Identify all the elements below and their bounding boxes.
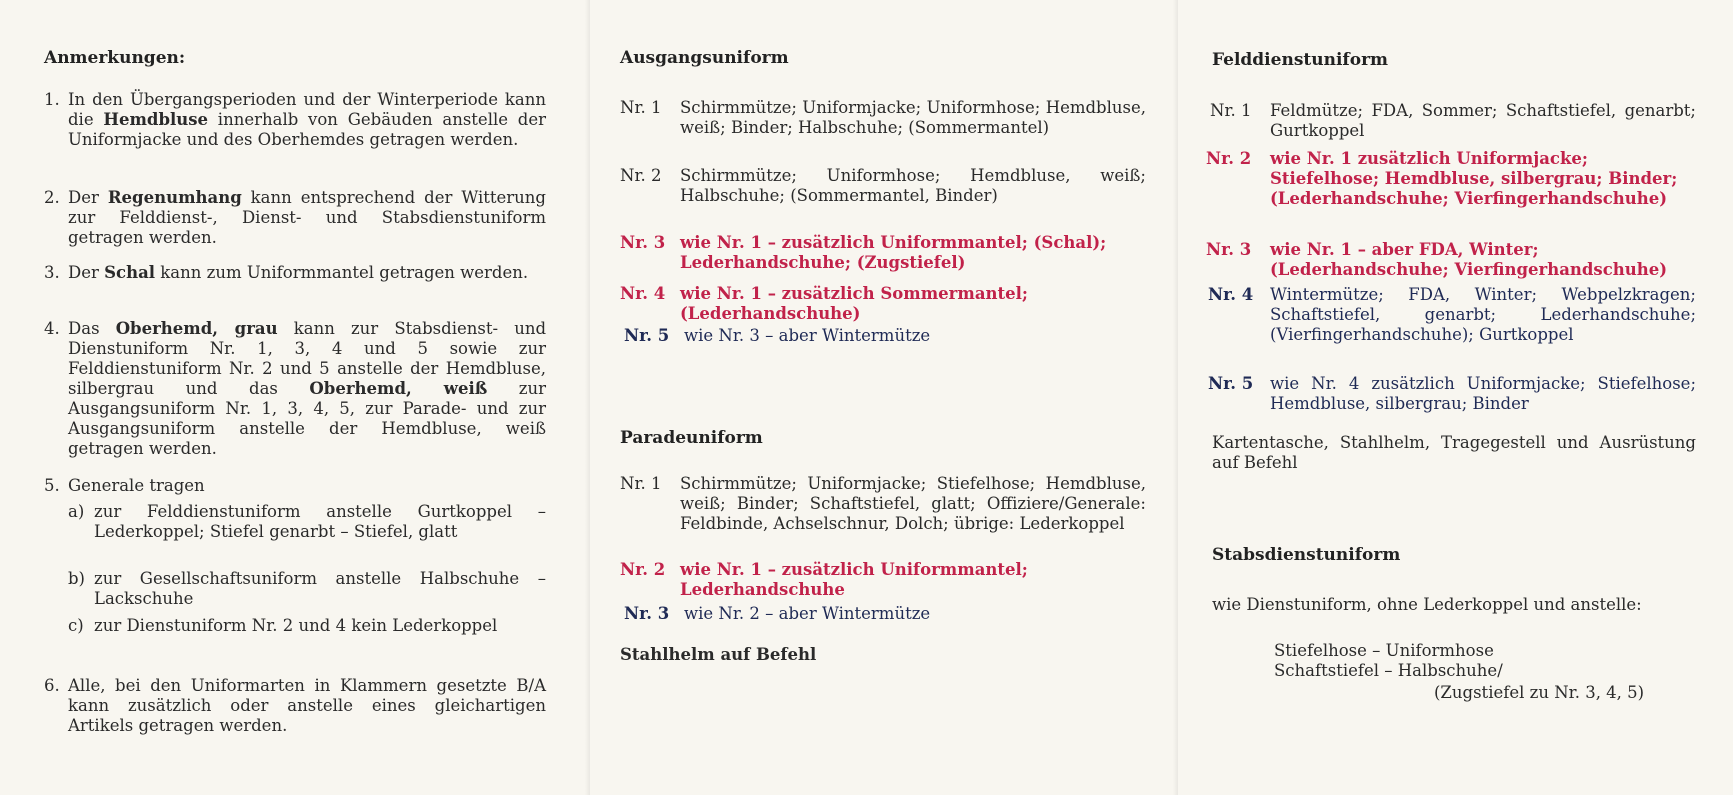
stabs-line-2: Schaftstiefel – Halbschuhe/ (1274, 661, 1503, 680)
sub-label: a) (68, 502, 85, 521)
row-label: Nr. 3 (624, 604, 670, 623)
row-label: Nr. 4 (1208, 285, 1254, 304)
row-text: wie Nr. 1 – zusätzlich Uniformmantel; (Schal); Lederhandschuhe; (Zugstiefel) (680, 233, 1107, 272)
ausgang-row-1 (620, 98, 1146, 158)
row-label: Nr. 3 (1206, 240, 1252, 259)
note-5c (68, 616, 546, 656)
ausgang-row-2 (620, 166, 1146, 226)
ausgang-row-4 (620, 284, 1146, 324)
feld-row-5 (1208, 374, 1696, 414)
row-label: Nr. 2 (1206, 149, 1252, 168)
note-4: Das Oberhemd, grau kann zur Stabsdienst- und Dienstuniform Nr. 1, 3, 4 und 5 sowie zur Felddienstuniform Nr. 2 und 5 anstelle der Hemdbluse, silbergrau und das Oberhemd, weiß zur Ausgangsuniform Nr. 1, 3, 4, 5, zur Parade- und zur Ausgangsuniform anstelle der Hemdbluse, weiß getragen werden. (68, 319, 547, 458)
row-text: Wintermütze; FDA, Winter; Webpelzkragen; Schaftstiefel, genarbt; Lederhandschuhe; (Vierfingerhandschuhe); Gurtkoppel (1270, 285, 1696, 344)
parade-row-3 (624, 604, 1146, 624)
stabs-intro: wie Dienstuniform, ohne Lederkoppel und anstelle: (1212, 595, 1642, 614)
note-6: Alle, bei den Uniformarten in Klammern gesetzte B/A kann zusätzlich oder anstelle eines gleichartigen Artikels getragen werden. (68, 676, 546, 735)
feld-stabs-panel (1178, 0, 1733, 795)
sub-text: zur Felddienstuniform anstelle Gurtkoppel – Lederkoppel; Stiefel genarbt – Stiefel, glatt (94, 502, 546, 541)
row-text: wie Nr. 1 – aber FDA, Winter; (Lederhandschuhe; Vierfingerhandschuhe) (1270, 240, 1668, 279)
parade-row-1 (620, 474, 1146, 554)
parade-heading: Paradeuniform (620, 428, 763, 448)
row-label: Nr. 3 (620, 233, 666, 252)
stabs-heading: Stabsdienstuniform (1212, 545, 1401, 565)
ausgang-row-3 (620, 233, 1146, 273)
row-label: Nr. 5 (1208, 374, 1254, 393)
note-number: 3. (44, 263, 60, 282)
note-number: 2. (44, 188, 60, 207)
note-number: 4. (44, 319, 60, 338)
row-text: wie Nr. 4 zusätzlich Uniformjacke; Stiefelhose; Hemdbluse, silbergrau; Binder (1270, 374, 1696, 413)
row-label: Nr. 1 (620, 474, 662, 493)
row-label: Nr. 2 (620, 560, 666, 579)
stabs-line-3: (Zugstiefel zu Nr. 3, 4, 5) (1434, 683, 1645, 702)
row-text: wie Nr. 1 zusätzlich Uniformjacke; Stiefelhose; Hemdbluse, silbergrau; Binder; (Lederhandschuhe; Vierfingerhandschuhe) (1270, 149, 1678, 208)
note-number: 1. (44, 90, 60, 109)
row-text: wie Nr. 1 – zusätzlich Sommermantel; (Lederhandschuhe) (680, 284, 1028, 323)
notes-heading: Anmerkungen: (44, 48, 186, 68)
note-number: 5. (44, 476, 60, 495)
row-label: Nr. 4 (620, 284, 666, 303)
row-text: Schirmmütze; Uniformjacke; Stiefelhose; Hemdbluse, weiß; Binder; Schaftstiefel, glatt; Offiziere/Generale: Feldbinde, Achselschnur, Dolch; übrige: Lederkoppel (680, 474, 1146, 533)
parade-row-2 (620, 560, 1146, 600)
parade-footer: Stahlhelm auf Befehl (620, 645, 817, 664)
row-text: Schirmmütze; Uniformhose; Hemdbluse, weiß; Halbschuhe; (Sommermantel, Binder) (680, 166, 1146, 205)
row-text: wie Nr. 2 – aber Wintermütze (684, 604, 931, 623)
feld-row-2 (1206, 149, 1696, 229)
ausgang-row-5 (624, 326, 1146, 346)
row-label: Nr. 5 (624, 326, 670, 345)
note-5a (68, 502, 546, 562)
feld-row-3 (1206, 240, 1696, 280)
stabs-line-1: Stiefelhose – Uniformhose (1274, 641, 1494, 660)
row-text: wie Nr. 3 – aber Wintermütze (684, 326, 931, 345)
note-number: 6. (44, 676, 60, 695)
feld-row-1 (1210, 101, 1696, 141)
row-text: Schirmmütze; Uniformjacke; Uniformhose; Hemdbluse, weiß; Binder; Halbschuhe; (Sommermantel) (680, 98, 1146, 137)
sub-label: b) (68, 569, 85, 588)
note-2: Der Regenumhang kann entsprechend der Witterung zur Felddienst-, Dienst- und Stabsdienstuniform getragen werden. (68, 188, 546, 247)
feld-row-4 (1208, 285, 1696, 365)
feld-footer: Kartentasche, Stahlhelm, Tragegestell und Ausrüstung auf Befehl (1212, 433, 1696, 472)
row-label: Nr. 2 (620, 166, 662, 185)
row-text: Feldmütze; FDA, Sommer; Schaftstiefel, genarbt; Gurtkoppel (1270, 101, 1696, 140)
row-label: Nr. 1 (1210, 101, 1252, 120)
note-5: Generale tragen (68, 476, 205, 495)
row-label: Nr. 1 (620, 98, 662, 117)
note-1: In den Übergangsperioden und der Winterperiode kann die Hemdbluse innerhalb von Gebäuden anstelle der Uniformjacke und des Oberhemdes getragen werden. (68, 90, 546, 149)
feld-heading: Felddienstuniform (1212, 50, 1389, 70)
ausgang-parade-panel (590, 0, 1178, 795)
ausgang-heading: Ausgangsuniform (620, 48, 789, 68)
note-3: Der Schal kann zum Uniformmantel getragen werden. (68, 263, 529, 282)
note-5b (68, 569, 546, 609)
sub-label: c) (68, 616, 84, 635)
sub-text: zur Gesellschaftsuniform anstelle Halbschuhe – Lackschuhe (94, 569, 546, 608)
notes-panel (0, 0, 590, 795)
row-text: wie Nr. 1 – zusätzlich Uniformmantel; Lederhandschuhe (680, 560, 1028, 599)
sub-text: zur Dienstuniform Nr. 2 und 4 kein Lederkoppel (94, 616, 498, 635)
